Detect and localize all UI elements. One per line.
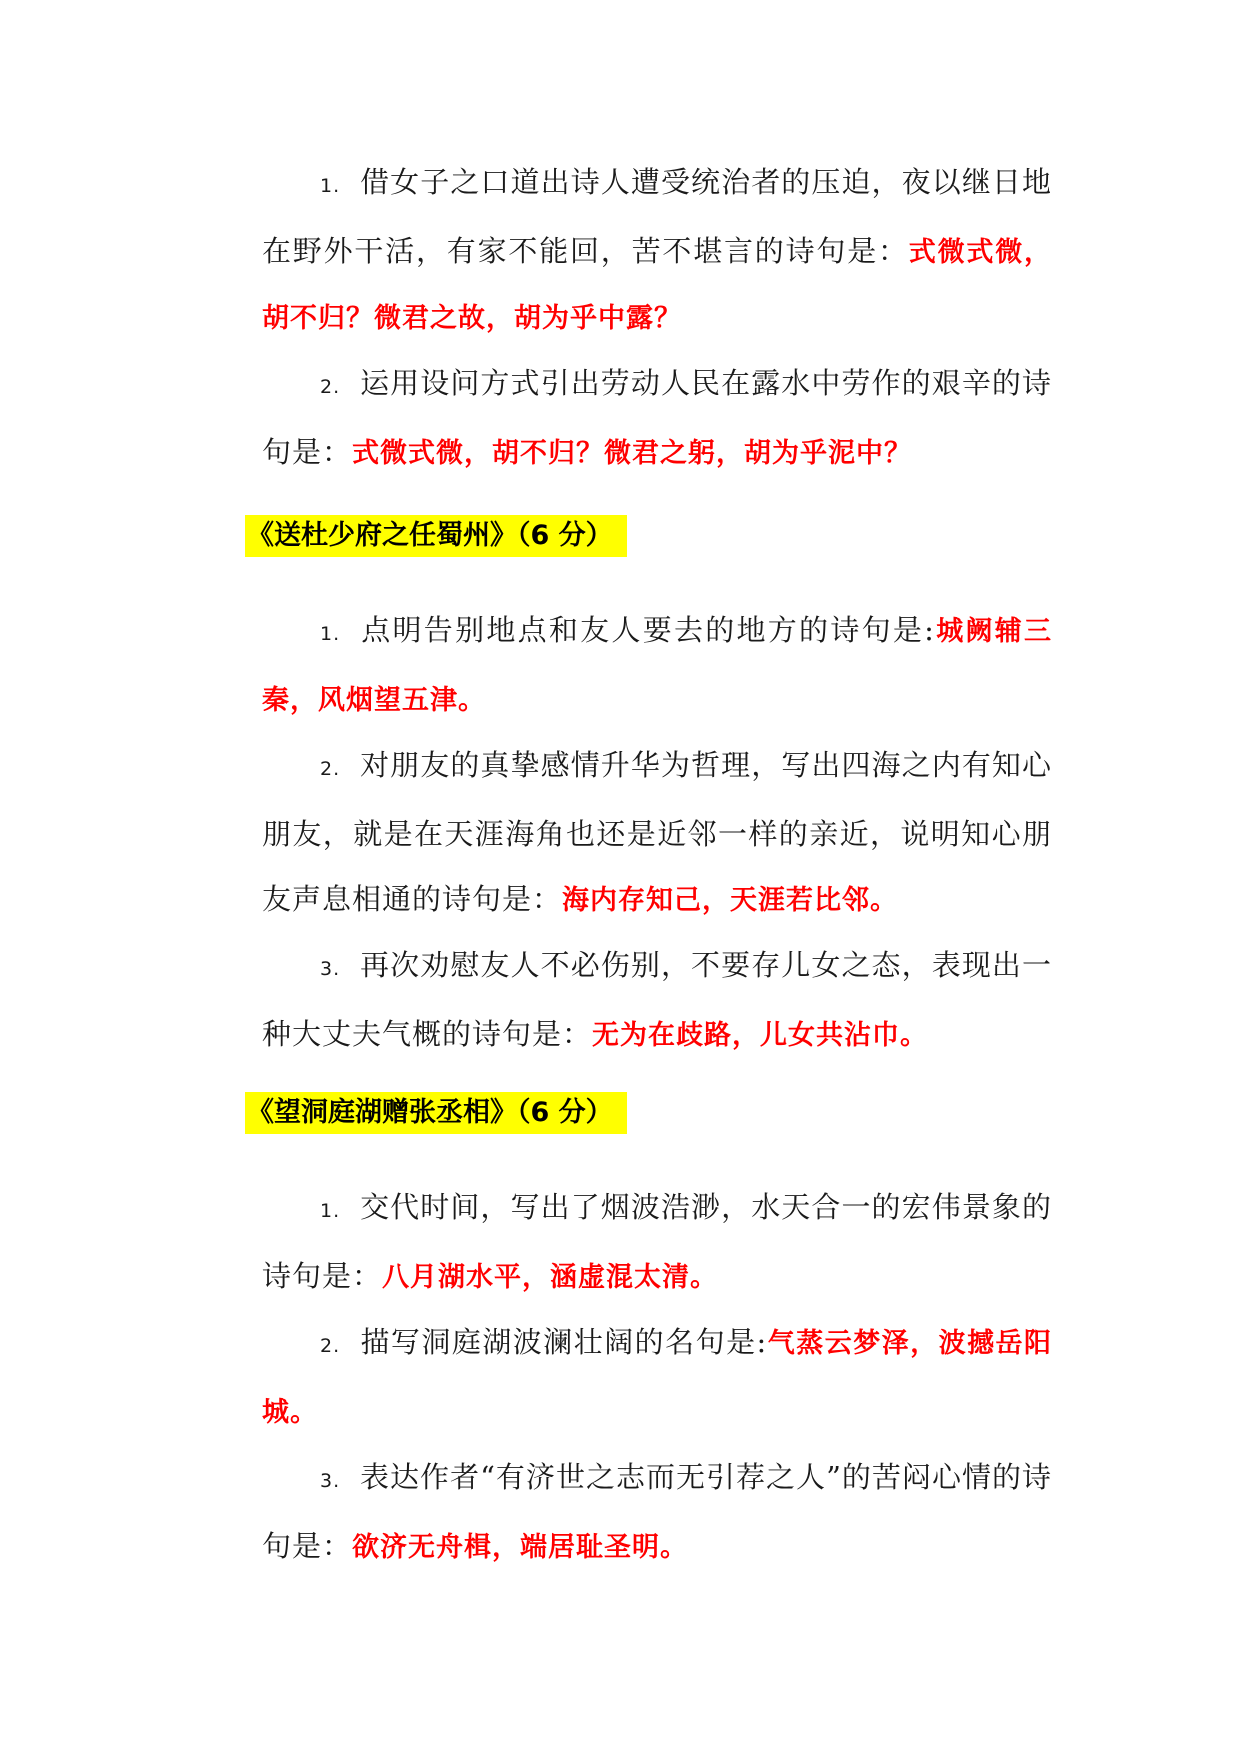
item-number: 2.: [320, 758, 341, 780]
question-item: [262, 733, 1052, 933]
question-item: [262, 351, 1052, 486]
answer-text: 八月湖水平，涵虚混太清。: [382, 1262, 719, 1293]
item-number: 1.: [320, 1200, 341, 1222]
answer-text: 海内存知己，天涯若比邻。: [562, 885, 899, 916]
item-number: 1.: [320, 623, 341, 645]
section-songdushaofu: [247, 515, 1052, 557]
question-text: 表达作者“有济世之志而无引荐之人”的苦闷心情的诗句是：: [262, 1460, 1052, 1563]
item-number: 3.: [320, 958, 341, 980]
item-number: 3.: [320, 1470, 341, 1492]
question-text: 交代时间，写出了烟波浩渺，水天合一的宏伟景象的诗句是：: [262, 1190, 1052, 1293]
section-heading: 《望洞庭湖赠张丞相》（6 分）: [245, 1092, 627, 1134]
answer-text: 式微式微，胡不归？微君之故，胡为乎中露？: [262, 237, 1052, 334]
section-songdushaofu-items: [262, 598, 1052, 1068]
item-number: 1.: [320, 175, 341, 197]
answer-text: 式微式微，胡不归？微君之躬，胡为乎泥中？: [352, 438, 913, 469]
answer-text: 城阙辅三秦，风烟望五津。: [262, 616, 1053, 716]
answer-text: 无为在歧路，儿女共沾巾。: [592, 1020, 929, 1051]
question-text: 运用设问方式引出劳动人民在露水中劳作的艰辛的诗句是：: [262, 366, 1052, 469]
question-item: [262, 150, 1052, 351]
question-item: [262, 1310, 1052, 1445]
question-item: [262, 933, 1052, 1068]
question-text: 描写洞庭湖波澜壮阔的名句是:: [360, 1325, 768, 1359]
section-wangdongtinghu: [247, 1092, 1052, 1134]
item-number: 2.: [320, 1335, 341, 1357]
item-number: 2.: [320, 376, 341, 398]
section-heading: 《送杜少府之任蜀州》（6 分）: [245, 515, 627, 557]
question-text: 点明告别地点和友人要去的地方的诗句是:: [360, 613, 935, 647]
section-shiwei: [262, 150, 1052, 486]
question-item: [262, 598, 1052, 733]
answer-text: 气蒸云梦泽，波撼岳阳城。: [262, 1328, 1053, 1428]
question-item: [262, 1445, 1052, 1580]
section-wangdongtinghu-items: [262, 1175, 1052, 1580]
answer-text: 欲济无舟楫，端居耻圣明。: [352, 1532, 689, 1563]
question-item: [262, 1175, 1052, 1310]
question-text: 对朋友的真挚感情升华为哲理，写出四海之内有知心朋友，就是在天涯海角也还是近邻一样的亲近，说明知心朋友声息相通的诗句是：: [262, 748, 1052, 916]
question-text: 借女子之口道出诗人遭受统治者的压迫，夜以继日地在野外干活，有家不能回，苦不堪言的诗句是：: [262, 165, 1052, 268]
question-text: 再次劝慰友人不必伤别，不要存儿女之态，表现出一种大丈夫气概的诗句是：: [262, 948, 1052, 1051]
